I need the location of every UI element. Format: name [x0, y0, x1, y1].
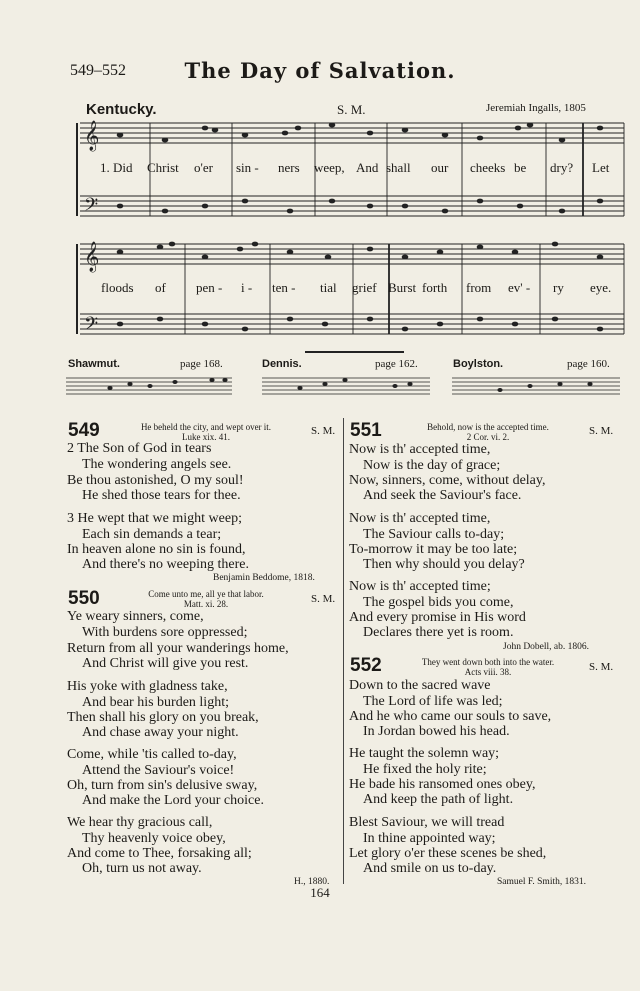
verse-line: Attend the Saviour's voice!: [82, 763, 235, 778]
lyric-word: 1. Did: [100, 160, 133, 175]
verse-line: The Saviour calls to-day;: [363, 527, 505, 542]
verse-line: We hear thy gracious call,: [67, 815, 213, 830]
verse-line: And bear his burden light;: [82, 695, 229, 710]
verse-line: With burdens sore oppressed;: [82, 625, 248, 640]
verse-line: Ye weary sinners, come,: [67, 609, 204, 624]
hymn-number: 551: [350, 420, 382, 441]
svg-text:𝄞: 𝄞: [84, 121, 100, 151]
page-title: The Day of Salvation.: [184, 58, 456, 83]
verse-line: And chase away your night.: [82, 725, 239, 740]
alt-tune-ref: [262, 358, 418, 370]
verse-line: And every promise in His word: [349, 610, 526, 625]
svg-text:𝄢: 𝄢: [84, 314, 99, 339]
lyric-word: weep,: [314, 160, 345, 175]
verse-line: His yoke with gladness take,: [67, 679, 228, 694]
verse-line: Now is th' accepted time,: [349, 442, 491, 457]
hymn-number: 550: [68, 588, 100, 609]
hymn-meter: S. M.: [589, 661, 614, 673]
hymn-range: 549–552: [70, 62, 126, 79]
verse-line: Oh, turn us not away.: [82, 861, 202, 876]
lyric-word: ry: [553, 280, 564, 295]
verse-line: Be thou astonished, O my soul!: [67, 473, 244, 488]
lyric-word: shall: [386, 160, 411, 175]
verse-line: Return from all your wanderings home,: [67, 641, 289, 656]
page-number: 164: [310, 885, 330, 900]
verse-line: He taught the solemn way;: [349, 746, 500, 761]
verse-line: He bade his ransomed ones obey,: [349, 777, 536, 792]
lyric-word: Burst: [388, 280, 417, 295]
alt-tune-name: Boylston.: [453, 358, 504, 370]
verse-line: Oh, turn from sin's delusive sway,: [67, 778, 258, 793]
scripture-text: Come unto me, all ye that labor. Matt. xi. 28.: [148, 589, 264, 609]
verse-line: Now is th' accepted time;: [349, 579, 491, 594]
lyric-word: grief: [352, 280, 377, 295]
lyric-word: Let: [592, 160, 610, 175]
lyric-word: o'er: [194, 160, 213, 175]
verse-line: To-morrow it may be too late;: [349, 542, 518, 557]
tune-meter: S. M.: [337, 102, 366, 117]
lyric-word: from: [466, 280, 492, 295]
verse-line: And come to Thee, forsaking all;: [67, 846, 252, 861]
alt-tune-page: page 160.: [567, 358, 610, 370]
lyric-word: ten -: [272, 280, 296, 295]
verse-line: In heaven alone no sin is found,: [67, 542, 246, 557]
lyric-word: of: [155, 280, 166, 295]
hymn-author: H., 1880.: [294, 877, 330, 887]
lyric-word: sin -: [236, 160, 259, 175]
hymn-author: John Dobell, ab. 1806.: [503, 642, 590, 652]
alt-tune-page: page 168.: [180, 358, 223, 370]
verse-line: And seek the Saviour's face.: [363, 488, 522, 503]
verse-line: And smile on us to-day.: [363, 861, 497, 876]
tune-name: Kentucky.: [86, 101, 157, 118]
verse-line: Now is the day of grace;: [363, 458, 501, 473]
alt-tune-name: Dennis.: [262, 358, 302, 370]
verse-line: Each sin demands a tear;: [82, 527, 222, 542]
hymn-meter: S. M.: [589, 425, 614, 437]
hymn-number: 549: [68, 420, 100, 441]
verse-line: Thy heavenly voice obey,: [82, 831, 226, 846]
hymn-meter: S. M.: [311, 593, 336, 605]
verse-line: The gospel bids you come,: [363, 595, 514, 610]
scripture-text: He beheld the city, and wept over it. Luke xix. 41.: [140, 422, 272, 442]
verse-line: And there's no weeping there.: [82, 557, 249, 572]
verse-line: Now is th' accepted time,: [349, 511, 491, 526]
verse-line: Come, while 'tis called to-day,: [67, 747, 237, 762]
lyric-word: eye.: [590, 280, 612, 295]
lyric-word: cheeks: [470, 160, 506, 175]
verse-line: And make the Lord your choice.: [82, 793, 264, 808]
lyric-word: Christ: [147, 160, 179, 175]
column-divider: [343, 418, 344, 884]
lyric-word: ners: [278, 160, 300, 175]
hymn-meter: S. M.: [311, 425, 336, 437]
verse-line: Let glory o'er these scenes be shed,: [349, 846, 547, 861]
lyric-word: be: [514, 160, 527, 175]
verse-line: The wondering angels see.: [82, 457, 232, 472]
verse-line: And keep the path of light.: [363, 792, 514, 807]
lyric-word: floods: [101, 280, 134, 295]
verse-line: Then shall his glory on you break,: [67, 710, 259, 725]
scripture-text: Behold, now is the accepted time. 2 Cor. vi. 2.: [427, 422, 549, 442]
svg-text:𝄢: 𝄢: [84, 195, 99, 220]
verse-line: Blest Saviour, we will tread: [349, 815, 505, 830]
verse-line: Down to the sacred wave: [349, 678, 491, 693]
svg-text:𝄞: 𝄞: [84, 242, 100, 272]
verse-line: Then why should you delay?: [363, 557, 525, 572]
verse-line: 2 The Son of God in tears: [67, 441, 212, 456]
alt-tune-ref: [68, 358, 223, 370]
verse-line: And he who came our souls to save,: [349, 709, 552, 724]
alt-tune-page: page 162.: [375, 358, 418, 370]
lyric-word: And: [356, 160, 379, 175]
lyric-word: forth: [422, 280, 448, 295]
alt-tune-ref: [453, 358, 610, 370]
verse-line: In thine appointed way;: [363, 831, 496, 846]
verse-line: Declares there yet is room.: [363, 625, 514, 640]
verse-line: He fixed the holy rite;: [363, 762, 487, 777]
lyric-word: dry?: [550, 160, 574, 175]
alt-tune-name: Shawmut.: [68, 358, 120, 370]
verse-line: And Christ will give you rest.: [82, 656, 249, 671]
lyric-word: tial: [320, 280, 337, 295]
verse-line: Now, sinners, come, without delay,: [349, 473, 546, 488]
verse-line: He shed those tears for thee.: [82, 488, 241, 503]
lyric-word: ev' -: [508, 280, 531, 295]
lyric-word: our: [431, 160, 449, 175]
verse-line: 3 He wept that we might weep;: [67, 511, 242, 526]
hymn-author: Benjamin Beddome, 1818.: [213, 573, 315, 583]
tune-composer: Jeremiah Ingalls, 1805: [486, 102, 586, 114]
lyric-word: i -: [241, 280, 253, 295]
verse-line: The Lord of life was led;: [363, 694, 503, 709]
scripture-text: They went down both into the water. Acts viii. 38.: [421, 657, 555, 677]
music-score: [0, 0, 640, 420]
lyric-word: pen -: [196, 280, 223, 295]
hymn-number: 552: [350, 655, 382, 676]
hymn-author: Samuel F. Smith, 1831.: [497, 877, 586, 887]
verse-line: In Jordan bowed his head.: [363, 724, 510, 739]
